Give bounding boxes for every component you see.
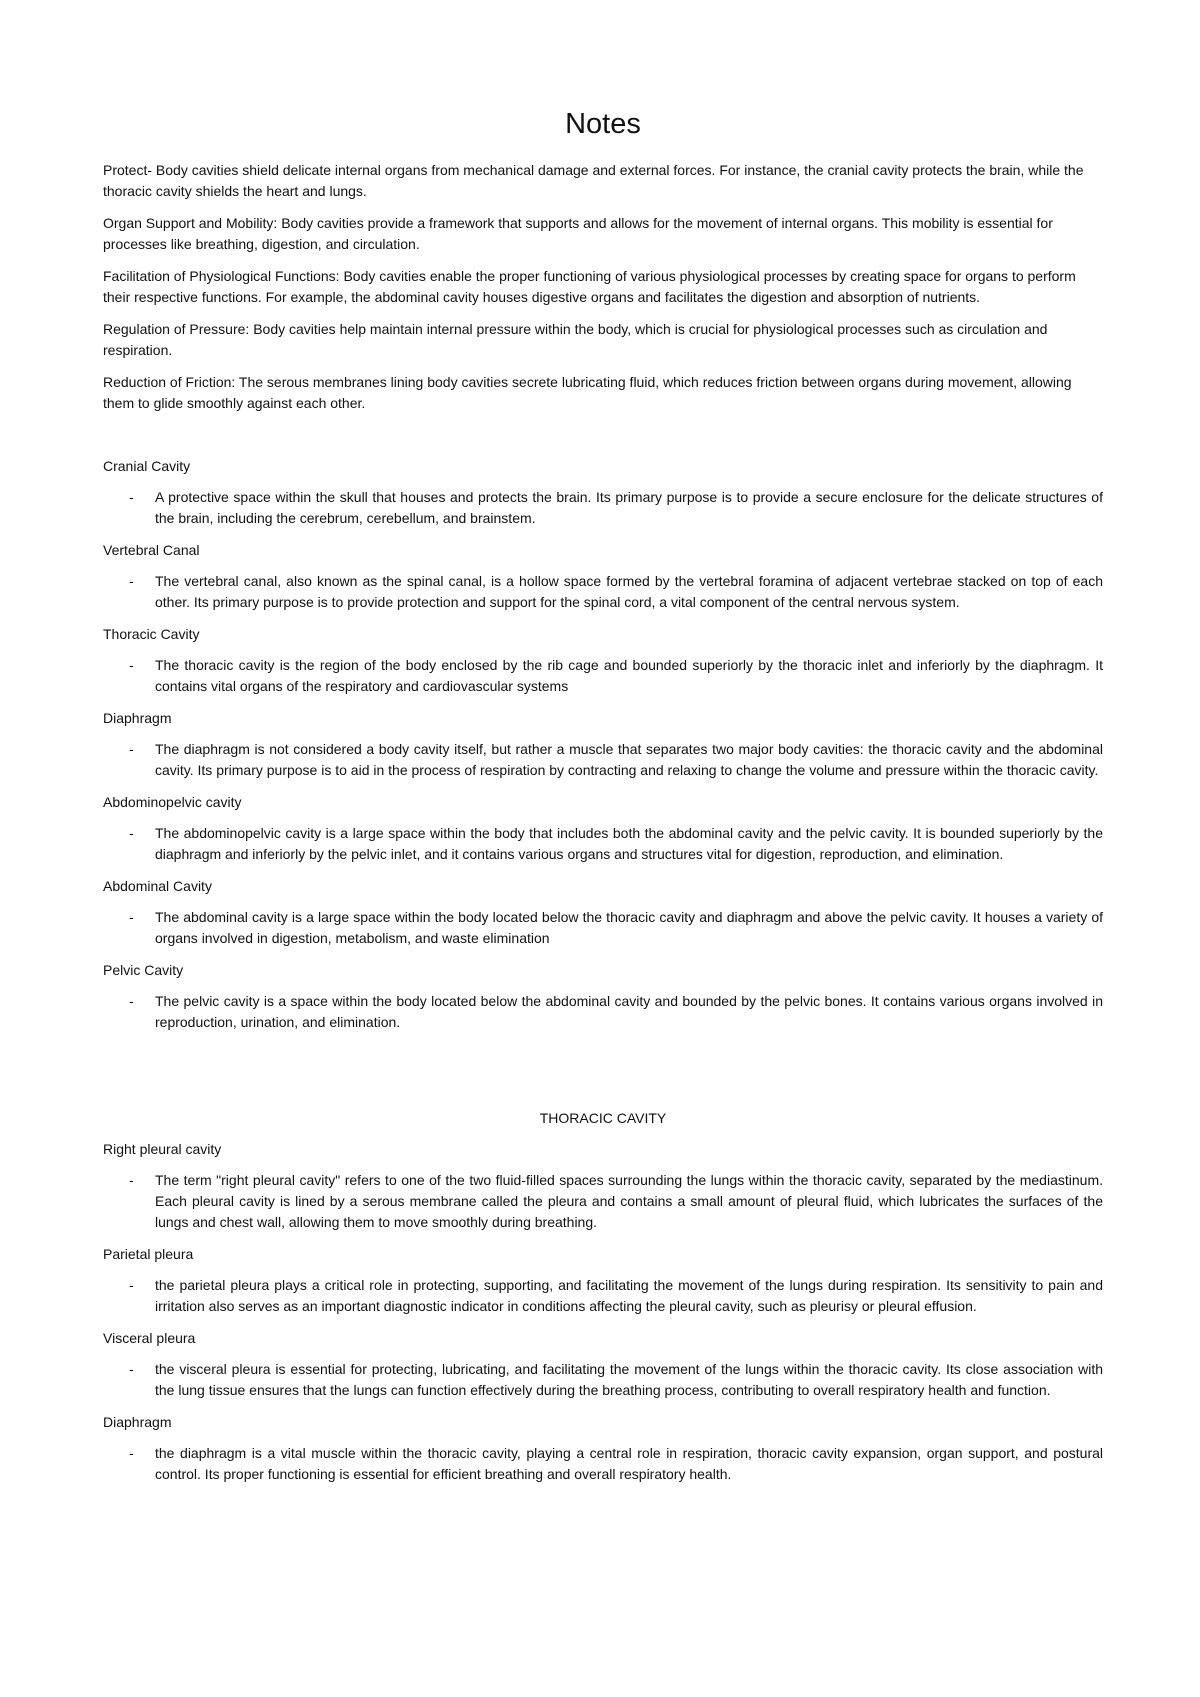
cavity-description: The diaphragm is not considered a body cavity itself, but rather a muscle that separates two major body cavities: the thoracic cavity and the abdominal cavity. Its primary purpose is to aid in the process of respiration by contracting and relaxing to change the volume and pressure within the thoracic cavity. [155,741,1103,778]
cavity-description: The abdominal cavity is a large space within the body located below the thoracic cavity and diaphragm and above the pelvic cavity. It houses a variety of organs involved in digestion, metabolism, and waste elimination [155,909,1103,946]
bullet-dash: - [129,1277,134,1293]
cavity-description: The vertebral canal, also known as the spinal canal, is a hollow space formed by the vertebral foramina of adjacent vertebrae stacked on top of each other. Its primary purpose is to provide protection and support for the spinal cord, a vital component of the central nervous system. [155,573,1103,610]
intro-paragraph: Protect- Body cavities shield delicate internal organs from mechanical damage and external forces. For instance, the cranial cavity protects the brain, while the thoracic cavity shields the heart and lungs. [103,162,1084,199]
cavity-heading: Abdominal Cavity [103,878,212,894]
intro-paragraph: Reduction of Friction: The serous membranes lining body cavities secrete lubricating fluid, which reduces friction between organs during movement, allowing them to glide smoothly against each other. [103,374,1072,411]
thoracic-item-bullet [103,1170,1103,1233]
bullet-dash: - [129,1172,134,1188]
thoracic-item-description: the parietal pleura plays a critical role in protecting, supporting, and facilitating the movement of the lungs during respiration. Its sensitivity to pain and irritation also serves as an important diagnostic indicator in conditions affecting the pleural cavity, such as pleurisy or pleural effusion. [155,1277,1103,1314]
page-title: Notes [565,108,641,140]
cavity-heading: Diaphragm [103,710,172,726]
cavity-bullet [103,907,1103,949]
cavity-bullet [103,991,1103,1033]
thoracic-item-bullet [103,1359,1103,1401]
cavity-heading: Pelvic Cavity [103,962,184,978]
bullet-dash: - [129,909,134,925]
spacer [103,1044,1103,1108]
thoracic-item-description: the diaphragm is a vital muscle within the thoracic cavity, playing a central role in respiration, thoracic cavity expansion, organ support, and postural control. Its proper functioning is essential for efficient breathing and overall respiratory health. [155,1445,1103,1482]
cavity-description: The thoracic cavity is the region of the body enclosed by the rib cage and bounded superiorly by the thoracic inlet and inferiorly by the diaphragm. It contains vital organs of the respiratory and cardiovascular systems [155,657,1103,694]
thoracic-item-bullet [103,1443,1103,1485]
cavity-heading: Vertebral Canal [103,542,200,558]
bullet-dash: - [129,825,134,841]
cavity-bullet [103,487,1103,529]
cavity-bullet [103,823,1103,865]
cavity-heading: Thoracic Cavity [103,626,200,642]
cavity-description: A protective space within the skull that houses and protects the brain. Its primary purpose is to provide a secure enclosure for the delicate structures of the brain, including the cerebrum, cerebellum, and brainstem. [155,489,1103,526]
cavity-heading: Cranial Cavity [103,458,191,474]
thoracic-section [103,1108,1103,1485]
thoracic-item-bullet [103,1275,1103,1317]
bullet-dash: - [129,1361,134,1377]
section-heading: THORACIC CAVITY [539,1110,667,1126]
thoracic-item-heading: Right pleural cavity [103,1141,222,1157]
bullet-dash: - [129,573,134,589]
intro-paragraph: Organ Support and Mobility: Body cavities provide a framework that supports and allows for the movement of internal organs. This mobility is essential for processes like breathing, digestion, and circulation. [103,215,1053,252]
thoracic-item-description: The term "right pleural cavity" refers to one of the two fluid-filled spaces surrounding the lungs within the thoracic cavity, separated by the mediastinum. Each pleural cavity is lined by a serous membrane called the pleura and contains a small amount of pleural fluid, which lubricates the surfaces of the lungs and chest wall, allowing them to move smoothly during breathing. [155,1172,1103,1230]
cavity-bullet [103,571,1103,613]
cavity-bullet [103,739,1103,781]
bullet-dash: - [129,489,134,505]
thoracic-item-heading: Visceral pleura [103,1330,196,1346]
cavity-description: The abdominopelvic cavity is a large space within the body that includes both the abdominal cavity and the pelvic cavity. It is bounded superiorly by the diaphragm and inferiorly by the pelvic inlet, and it contains various organs and structures vital for digestion, reproduction, and elimination. [155,825,1103,862]
cavity-bullet [103,655,1103,697]
intro-paragraph: Facilitation of Physiological Functions: Body cavities enable the proper functioning of various physiological processes by creating space for organs to perform their respective functions. For example, the abdominal cavity houses digestive organs and facilitates the digestion and absorption of nutrients. [103,268,1076,305]
bullet-dash: - [129,993,134,1009]
cavity-description: The pelvic cavity is a space within the body located below the abdominal cavity and bounded by the pelvic bones. It contains various organs involved in reproduction, urination, and elimination. [155,993,1103,1030]
cavity-heading: Abdominopelvic cavity [103,794,242,810]
thoracic-item-heading: Diaphragm [103,1414,172,1430]
thoracic-item-heading: Parietal pleura [103,1246,194,1262]
intro-section [103,160,1103,414]
bullet-dash: - [129,657,134,673]
cavities-section [103,456,1103,1033]
bullet-dash: - [129,1445,134,1461]
bullet-dash: - [129,741,134,757]
thoracic-item-description: the visceral pleura is essential for protecting, lubricating, and facilitating the movement of the lungs within the thoracic cavity. Its close association with the lung tissue ensures that the lungs can function effectively during the breathing process, contributing to overall respiratory health and function. [155,1361,1103,1398]
spacer [103,425,1103,456]
intro-paragraph: Regulation of Pressure: Body cavities help maintain internal pressure within the body, which is crucial for physiological processes such as circulation and respiration. [103,321,1048,358]
